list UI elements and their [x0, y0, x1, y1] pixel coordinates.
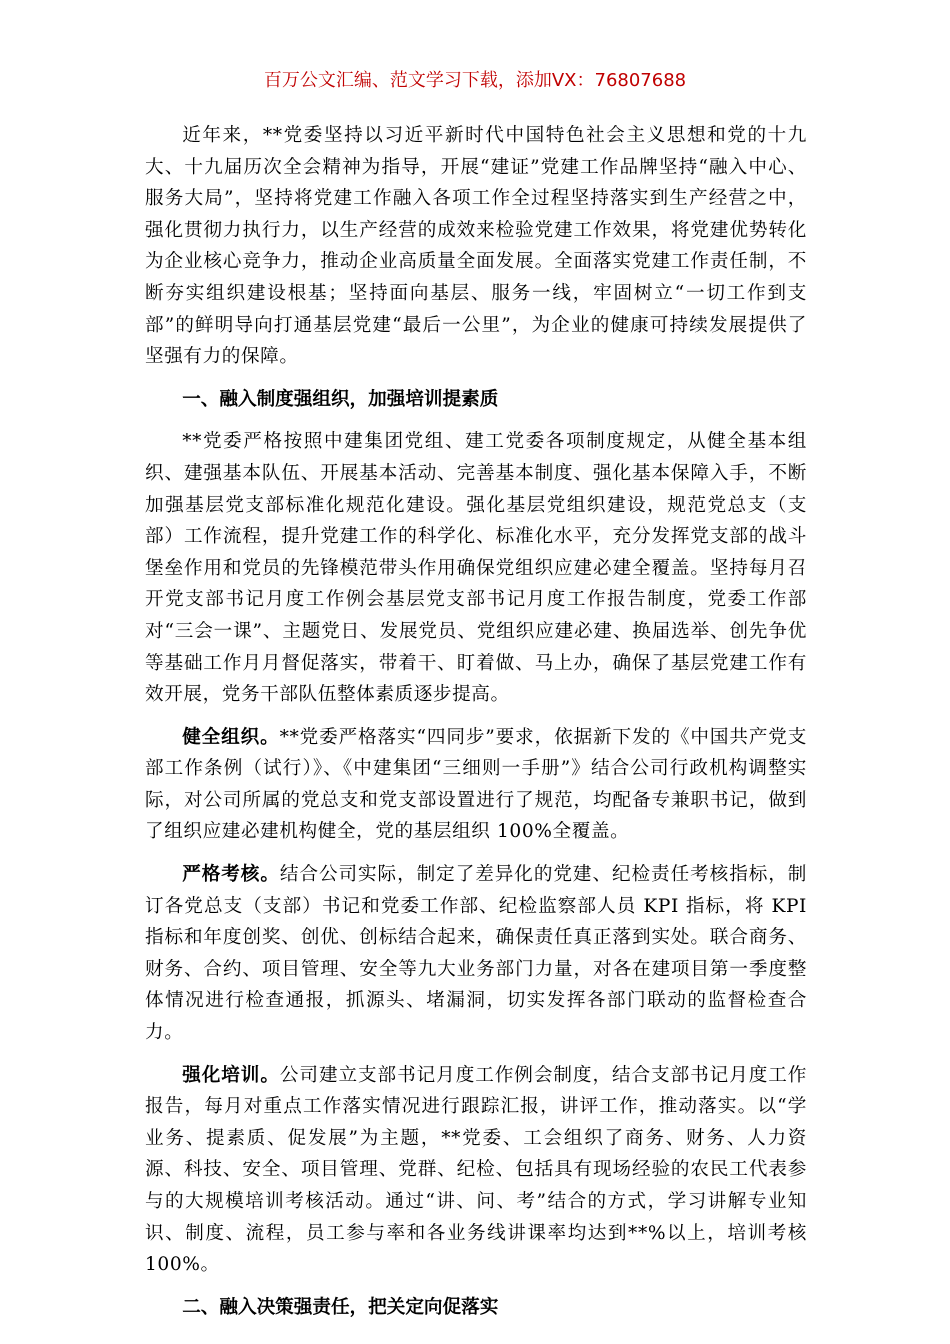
item-assessment-paragraph — [145, 859, 807, 1049]
section-1-heading: 一、融入制度强组织，加强培训提素质 — [182, 388, 499, 410]
item-organization-text: **党委严格落实“四同步”要求，依据新下发的《中国共产党支部工作条例（试行）》、《中建集团“三细则一手册”》结合公司行政机构调整实际，对公司所属的党总支和党支部设置进行了规范，均配备专兼职书记，做到了组织应建必建机构健全，党的基层组织 100%全覆盖。 — [145, 726, 807, 843]
item-organization-lead: 健全组织。 — [182, 726, 280, 748]
page-header-banner: 百万公文汇编、范文学习下载，添加VX：76807688 — [263, 70, 687, 91]
item-organization-paragraph — [145, 722, 807, 848]
item-training-text: 公司建立支部书记月度工作例会制度，结合支部书记月度工作报告，每月对重点工作落实情况进行跟踪汇报，讲评工作，推动落实。以“学业务、提素质、促发展”为主题，**党委、工会组织了商务、财务、人力资源、科技、安全、项目管理、党群、纪检、包括具有现场经验的农民工代表参与的大规模培训考核活动。通过“讲、问、考”结合的方式，学习讲解专业知识、制度、流程，员工参与率和各业务线讲课率均达到**%以上，培训考核 100%。 — [145, 1064, 807, 1276]
section-1-paragraph: **党委严格按照中建集团党组、建工党委各项制度规定，从健全基本组织、建强基本队伍、开展基本活动、完善基本制度、强化基本保障入手，不断加强基层党支部标准化规范化建设。强化基层党组织建设，规范党总支（支部）工作流程，提升党建工作的科学化、标准化水平，充分发挥党支部的战斗堡垒作用和党员的先锋模范带头作用确保党组织应建必建全覆盖。坚持每月召开党支部书记月度工作例会基层党支部书记月度工作报告制度，党委工作部对“三会一课”、主题党日、发展党员、党组织应建必建、换届选举、创先争优等基础工作月月督促落实，带着干、盯着做、马上办，确保了基层党建工作有效开展，党务干部队伍整体素质逐步提高。 — [145, 431, 807, 706]
section-2-heading: 二、融入决策强责任，把关定向促落实 — [182, 1296, 499, 1318]
item-assessment-lead: 严格考核。 — [182, 864, 280, 886]
item-training-lead: 强化培训。 — [182, 1064, 280, 1086]
intro-paragraph: 近年来，**党委坚持以习近平新时代中国特色社会主义思想和党的十九大、十九届历次全会精神为指导，开展“建证”党建工作品牌坚持“融入中心、服务大局”，坚持将党建工作融入各项工作全过程坚持落实到生产经营之中，强化贯彻力执行力，以生产经营的成效来检验党建工作效果，将党建优势转化为企业核心竞争力，推动企业高质量全面发展。全面落实党建工作责任制，不断夯实组织建设根基；坚持面向基层、服务一线，牢固树立“一切工作到支部”的鲜明导向打通基层党建“最后一公里”，为企业的健康可持续发展提供了坚强有力的保障。 — [145, 125, 807, 368]
document-body — [145, 120, 807, 1334]
item-training-paragraph — [145, 1060, 807, 1281]
item-assessment-text: 结合公司实际，制定了差异化的党建、纪检责任考核指标，制订各党总支（支部）书记和党委工作部、纪检监察部人员 KPI 指标，将 KPI 指标和年度创奖、创优、创标结合起来，确保责任真正落到实处。联合商务、财务、合约、项目管理、安全等九大业务部门力量，对各在建项目第一季度整体情况进行检查通报，抓源头、堵漏洞，切实发挥各部门联动的监督检查合力。 — [145, 864, 807, 1044]
